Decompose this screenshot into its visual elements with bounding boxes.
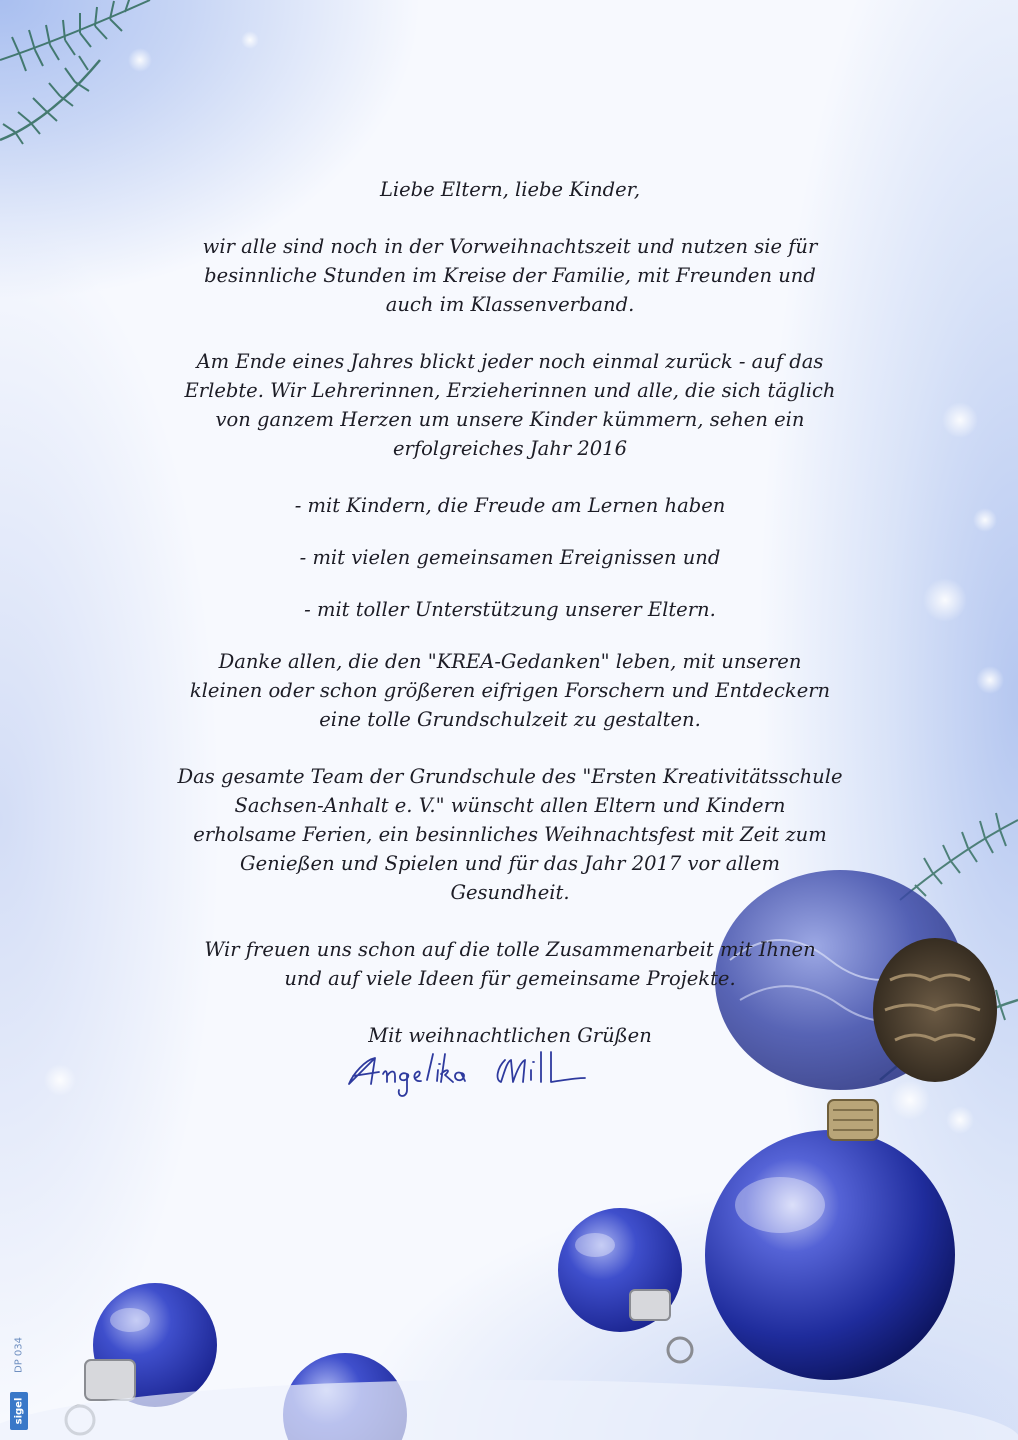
bullet-item: - mit toller Unterstützung unserer Eltern. (304, 598, 716, 621)
text-line: besinnliche Stunden im Kreise der Familie, mit Freunden und (204, 264, 816, 287)
product-code (12, 1325, 26, 1385)
letter-greeting: Liebe Eltern, liebe Kinder, (379, 178, 641, 201)
text-line: erholsame Ferien, ein besinnliches Weihnachtsfest mit Zeit zum (193, 823, 827, 846)
small-ornament-middle (558, 1208, 692, 1362)
brand-name: sigel (13, 1397, 25, 1425)
text-line: Danke allen, die den "KREA-Gedanken" leben, mit unseren (218, 650, 802, 673)
bullet-item: - mit vielen gemeinsamen Ereignissen und (299, 546, 721, 569)
text-line: Am Ende eines Jahres blickt jeder noch einmal zurück - auf das (196, 350, 824, 373)
sigel-logo (10, 1392, 28, 1430)
text-line: Sachsen-Anhalt e. V." wünscht allen Eltern und Kindern (234, 794, 786, 817)
big-ornament (705, 1100, 955, 1380)
text-line: wir alle sind noch in der Vorweihnachtszeit und nutzen sie für (202, 235, 818, 258)
paragraph-thanks (110, 647, 910, 734)
paragraph-reflection (110, 232, 910, 319)
letter-body (110, 175, 910, 1050)
text-line: Das gesamte Team der Grundschule des "Ersten Kreativitätsschule (177, 765, 843, 788)
text-line: kleinen oder schon größeren eifrigen Forschern und Entdeckern (189, 679, 831, 702)
text-line: von ganzem Herzen um unsere Kinder kümmern, sehen ein (215, 408, 805, 431)
paragraph-wishes (110, 762, 910, 907)
text-line: erfolgreiches Jahr 2016 (392, 437, 627, 460)
text-line: Wir freuen uns schon auf die tolle Zusammenarbeit mit Ihnen (204, 938, 816, 961)
signature-drawing (335, 1040, 635, 1100)
text-line: Genießen und Spielen und für das Jahr 2017 vor allem (240, 852, 780, 875)
text-line: eine tolle Grundschulzeit zu gestalten. (319, 708, 701, 731)
text-line: auch im Klassenverband. (385, 293, 635, 316)
text-line: und auf viele Ideen für gemeinsame Projekte. (284, 967, 736, 990)
letter-closing: Mit weihnachtlichen Grüßen (368, 1024, 652, 1047)
paragraph-outlook (110, 935, 910, 993)
stationery-brand-mark (10, 1325, 32, 1430)
product-code-text: DP 034 (13, 1337, 25, 1373)
text-line: Erlebte. Wir Lehrerinnen, Erzieherinnen und alle, die sich täglich (184, 379, 836, 402)
handwritten-signature (335, 1040, 635, 1100)
fir-branch-top-left (0, 0, 150, 144)
text-line: Gesundheit. (450, 881, 570, 904)
paragraph-year-review (110, 347, 910, 463)
bullet-item: - mit Kindern, die Freude am Lernen haben (294, 494, 726, 517)
